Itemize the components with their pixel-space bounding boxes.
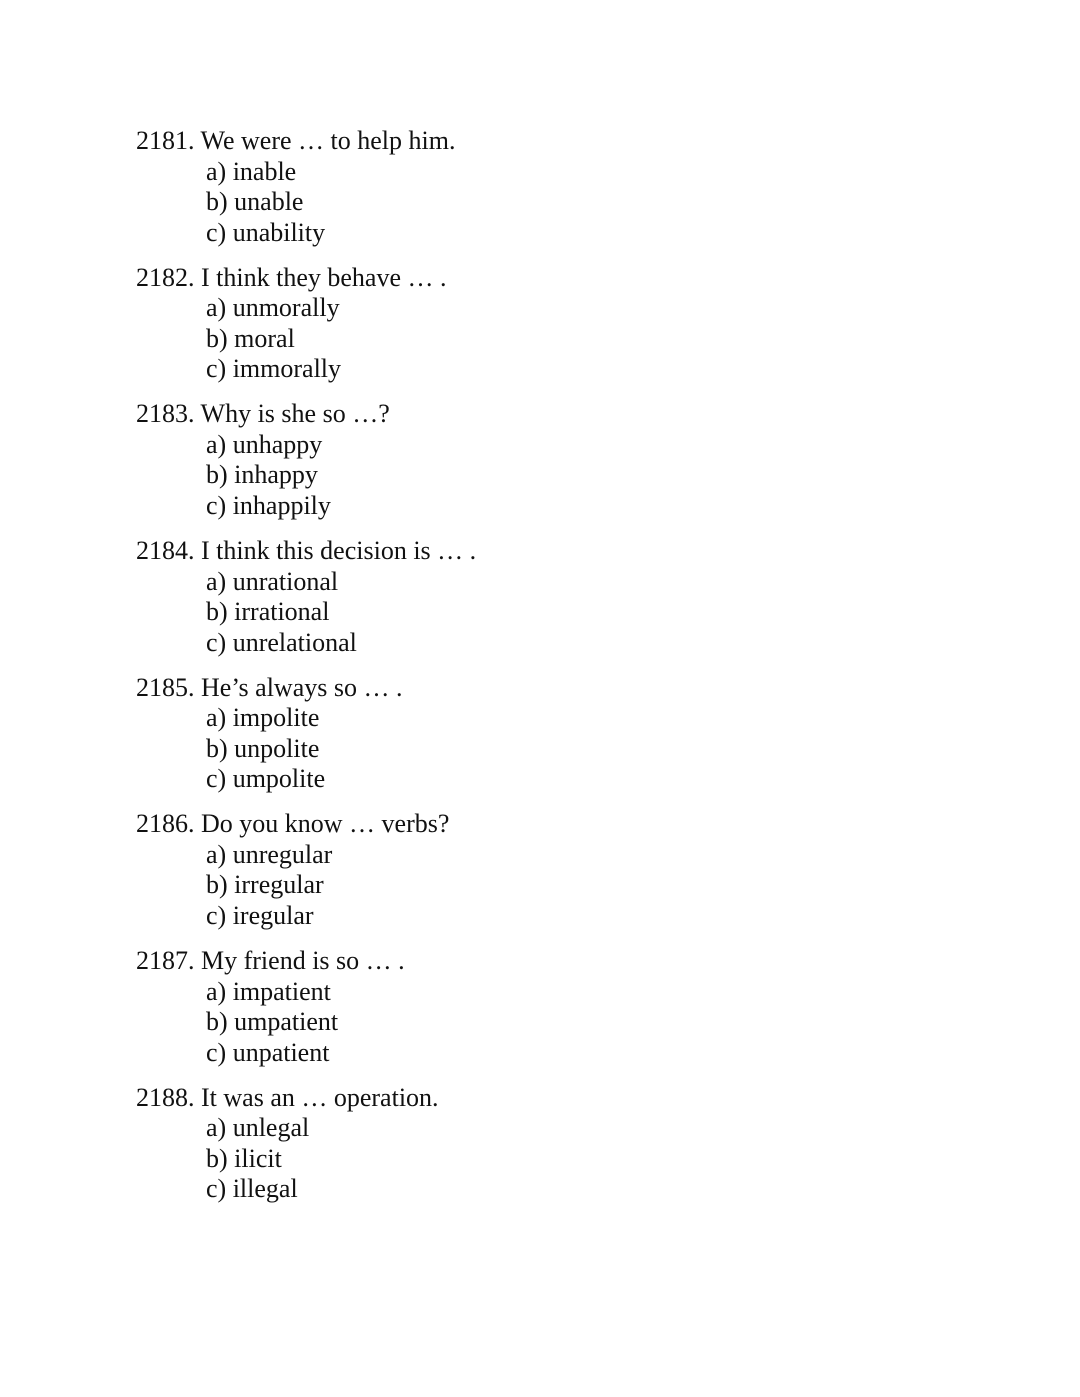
option-list [136, 1113, 956, 1205]
option-a: a) unhappy [206, 429, 323, 459]
question-number: 2182. [136, 262, 195, 292]
question-stem [136, 673, 956, 704]
question-number: 2187. [136, 946, 195, 976]
question-text: My friend is so … . [201, 946, 405, 976]
question-2188 [136, 1083, 956, 1205]
question-2182 [136, 263, 956, 385]
question-stem [136, 263, 956, 294]
question-text: Why is she so …? [200, 399, 390, 429]
question-number: 2181. [136, 126, 195, 155]
option-c: c) iregular [206, 900, 314, 930]
option-c: c) immorally [206, 354, 342, 384]
question-stem [136, 1083, 956, 1114]
question-2185 [136, 673, 956, 795]
option-a: a) unlegal [206, 1113, 310, 1143]
option-b: b) irrational [206, 597, 330, 627]
question-stem [136, 536, 956, 567]
question-text: Do you know … verbs? [201, 809, 450, 839]
question-text: I think this decision is … . [201, 536, 477, 566]
option-c: c) unpatient [206, 1037, 330, 1067]
option-a: a) inable [206, 156, 297, 186]
option-a: a) impolite [206, 703, 320, 733]
option-b: b) umpatient [206, 1007, 339, 1037]
option-list [136, 157, 956, 249]
question-stem [136, 399, 956, 430]
question-number: 2184. [136, 536, 195, 566]
question-2184 [136, 536, 956, 658]
question-text: He’s always so … . [201, 672, 403, 702]
question-text: It was an … operation. [201, 1082, 439, 1112]
option-list [136, 840, 956, 932]
question-number: 2188. [136, 1082, 195, 1112]
option-b: b) inhappy [206, 460, 318, 490]
option-c: c) illegal [206, 1174, 298, 1204]
option-list [136, 567, 956, 659]
option-list [136, 977, 956, 1069]
question-number: 2183. [136, 399, 195, 429]
question-number: 2186. [136, 809, 195, 839]
question-list [136, 126, 956, 1220]
option-c: c) unrelational [206, 627, 357, 657]
option-b: b) unpolite [206, 733, 320, 763]
question-2181 [136, 126, 956, 248]
question-stem [136, 126, 956, 157]
question-stem [136, 809, 956, 840]
option-a: a) impatient [206, 976, 331, 1006]
question-stem [136, 946, 956, 977]
option-c: c) umpolite [206, 764, 326, 794]
question-2187 [136, 946, 956, 1068]
option-a: a) unregular [206, 839, 333, 869]
option-c: c) inhappily [206, 490, 331, 520]
option-list [136, 293, 956, 385]
option-b: b) unable [206, 187, 304, 216]
option-b: b) ilicit [206, 1143, 282, 1173]
question-number: 2185. [136, 672, 195, 702]
question-2183 [136, 399, 956, 521]
option-list [136, 430, 956, 522]
option-a: a) unrational [206, 566, 339, 596]
option-a: a) unmorally [206, 293, 340, 323]
option-c: c) unability [206, 217, 326, 247]
option-b: b) moral [206, 323, 295, 353]
question-2186 [136, 809, 956, 931]
question-text: I think they behave … . [201, 262, 447, 292]
question-text: We were … to help him. [200, 126, 456, 155]
option-b: b) irregular [206, 870, 324, 900]
option-list [136, 703, 956, 795]
